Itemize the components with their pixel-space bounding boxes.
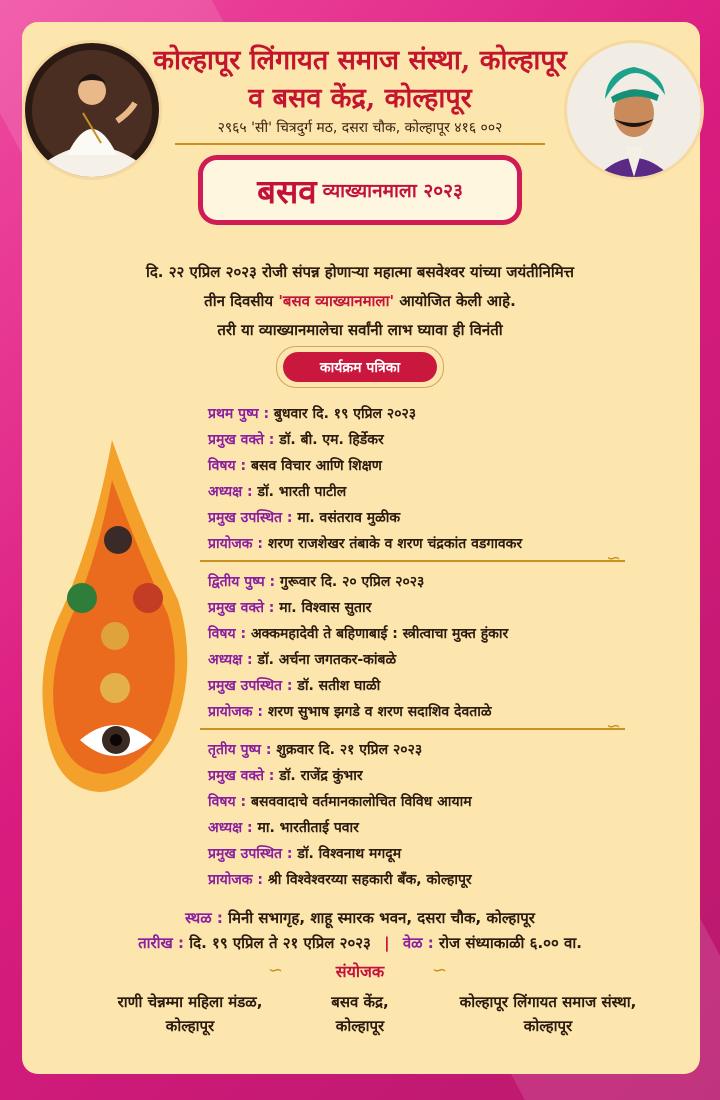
org-title-line1: कोल्हापूर लिंगायत समाज संस्था, कोल्हापूर — [153, 45, 567, 76]
organiser-1 — [90, 990, 290, 1038]
date-value: दि. १९ एप्रिल ते २१ एप्रिल २०२३ — [189, 934, 371, 952]
topic-row — [208, 792, 472, 811]
venue-label: स्थळ : — [185, 909, 223, 927]
sponsor-label: प्रायोजक : — [208, 536, 263, 552]
intro-line2 — [60, 291, 660, 311]
venue-line — [60, 908, 660, 928]
sponsor-row — [208, 534, 522, 553]
sponsor-label: प्रायोजक : — [208, 704, 263, 720]
header-divider — [175, 143, 545, 145]
guest-row — [208, 508, 400, 527]
separator: | — [384, 934, 390, 952]
session-title-label: प्रथम पुष्प : — [208, 406, 270, 422]
guest-row — [208, 844, 401, 863]
topic-row — [208, 624, 508, 643]
chair-value: डॉ. अर्चना जगतकर-कांबळे — [257, 652, 397, 668]
chair-label: अध्यक्ष : — [208, 484, 253, 500]
organiser-city: कोल्हापूर — [523, 1017, 573, 1035]
topic-value: बसव विचार आणि शिक्षण — [250, 458, 382, 474]
intro-line2-pre: तीन दिवसीय — [204, 292, 274, 310]
topic-value: बसववादाचे वर्तमानकालोचित विविध आयाम — [250, 794, 472, 810]
organiser-2 — [290, 990, 430, 1038]
chair-label: अध्यक्ष : — [208, 820, 253, 836]
banner-sub-text: व्याख्यानमाला २०२३ — [322, 180, 463, 202]
chair-row — [208, 650, 396, 669]
session-divider — [200, 728, 625, 730]
intro-line3: तरी या व्याख्यानमालेचा सर्वांनी लाभ घ्यावा ही विनंती — [217, 321, 503, 339]
chair-value: मा. भारतीताई पवार — [257, 820, 359, 836]
sponsor-label: प्रायोजक : — [208, 872, 263, 888]
guest-label: प्रमुख उपस्थित : — [208, 846, 293, 862]
org-title-line2: व बसव केंद्र, कोल्हापूर — [248, 83, 472, 114]
date-time-line — [60, 933, 660, 953]
topic-label: विषय : — [208, 794, 247, 810]
divider-curl-icon: ∽ — [606, 716, 622, 737]
speaker-row — [208, 598, 371, 617]
chair-value: डॉ. भारती पाटील — [257, 484, 347, 500]
guest-label: प्रमुख उपस्थित : — [208, 510, 293, 526]
session-title-row — [208, 740, 422, 759]
speaker-row — [208, 430, 384, 449]
topic-label: विषय : — [208, 458, 247, 474]
session-divider — [200, 560, 625, 562]
guest-value: डॉ. विश्वनाथ मगदूम — [297, 846, 402, 862]
sponsor-row — [208, 702, 492, 721]
chair-label: अध्यक्ष : — [208, 652, 253, 668]
intro-line1: दि. २२ एप्रिल २०२३ रोजी संपन्न होणाऱ्या महात्मा बसवेश्वर यांच्या जयंतीनिमित्त — [145, 263, 575, 281]
speaker-label: प्रमुख वक्ते : — [208, 768, 275, 784]
divider-curl-icon: ∽ — [606, 548, 622, 569]
speaker-value: डॉ. बी. एम. हिर्डेकर — [279, 432, 384, 448]
chair-row — [208, 482, 346, 501]
organiser-3 — [438, 990, 658, 1038]
speaker-label: प्रमुख वक्ते : — [208, 600, 275, 616]
org-address: २९६५ 'सी' चित्रदुर्ग मठ, दसरा चौक, कोल्हापूर ४१६ ००२ — [217, 120, 503, 136]
ornament-right-icon: ∽ — [432, 960, 448, 981]
time-label: वेळ : — [402, 934, 434, 952]
session-title-value: गुरूवार दि. २० एप्रिल २०२३ — [280, 574, 425, 590]
sponsor-value: शरण सुभाष झगडे व शरण सदाशिव देवताळे — [267, 704, 492, 720]
organiser-city: कोल्हापूर — [165, 1017, 215, 1035]
date-label: तारीख : — [138, 934, 185, 952]
chair-row — [208, 818, 359, 837]
sponsor-row — [208, 870, 472, 889]
organiser-name: कोल्हापूर लिंगायत समाज संस्था, — [459, 993, 637, 1011]
speaker-label: प्रमुख वक्ते : — [208, 432, 275, 448]
flame-illustration — [40, 440, 190, 814]
guest-value: मा. वसंतराव मुळीक — [297, 510, 401, 526]
guest-row — [208, 676, 380, 695]
organiser-name: राणी चेन्नम्मा महिला मंडळ, — [117, 993, 263, 1011]
session-title-row — [208, 404, 416, 423]
organisers-heading: संयोजक — [335, 962, 385, 981]
session-title-label: द्वितीय पुष्प : — [208, 574, 276, 590]
sponsor-value: श्री विश्वेश्वरय्या सहकारी बँक, कोल्हापूर — [267, 872, 472, 888]
intro-line2-quote: 'बसव व्याख्यानमाला' — [278, 292, 395, 310]
speaker-value: मा. विश्वास सुतार — [279, 600, 372, 616]
topic-row — [208, 456, 382, 475]
programme-pill: कार्यक्रम पत्रिका — [283, 352, 437, 382]
guest-value: डॉ. सतीश घाळी — [297, 678, 381, 694]
intro-line2-post: आयोजित केली आहे. — [399, 292, 516, 310]
guest-label: प्रमुख उपस्थित : — [208, 678, 293, 694]
sponsor-value: शरण राजशेखर तंबाके व शरण चंद्रकांत वडगावकर — [267, 536, 523, 552]
speaker-row — [208, 766, 363, 785]
organiser-city: कोल्हापूर — [335, 1017, 385, 1035]
organiser-name: बसव केंद्र, — [331, 993, 389, 1011]
ornament-left-icon: ∽ — [268, 960, 284, 981]
speaker-value: डॉ. राजेंद्र कुंभार — [279, 768, 363, 784]
banner-main-text: बसव — [257, 171, 317, 211]
time-value: रोज संध्याकाळी ६.०० वा. — [439, 934, 582, 952]
topic-value: अक्कमहादेवी ते बहिणाबाई : स्त्रीत्वाचा मुक्त हुंकार — [250, 626, 509, 642]
session-title-label: तृतीय पुष्प : — [208, 742, 272, 758]
session-title-row — [208, 572, 424, 591]
topic-label: विषय : — [208, 626, 247, 642]
session-title-value: बुधवार दि. १९ एप्रिल २०२३ — [273, 406, 417, 422]
venue-value: मिनी सभागृह, शाहू स्मारक भवन, दसरा चौक, कोल्हापूर — [228, 909, 535, 927]
session-title-value: शुक्रवार दि. २१ एप्रिल २०२३ — [276, 742, 423, 758]
event-banner — [203, 160, 517, 220]
